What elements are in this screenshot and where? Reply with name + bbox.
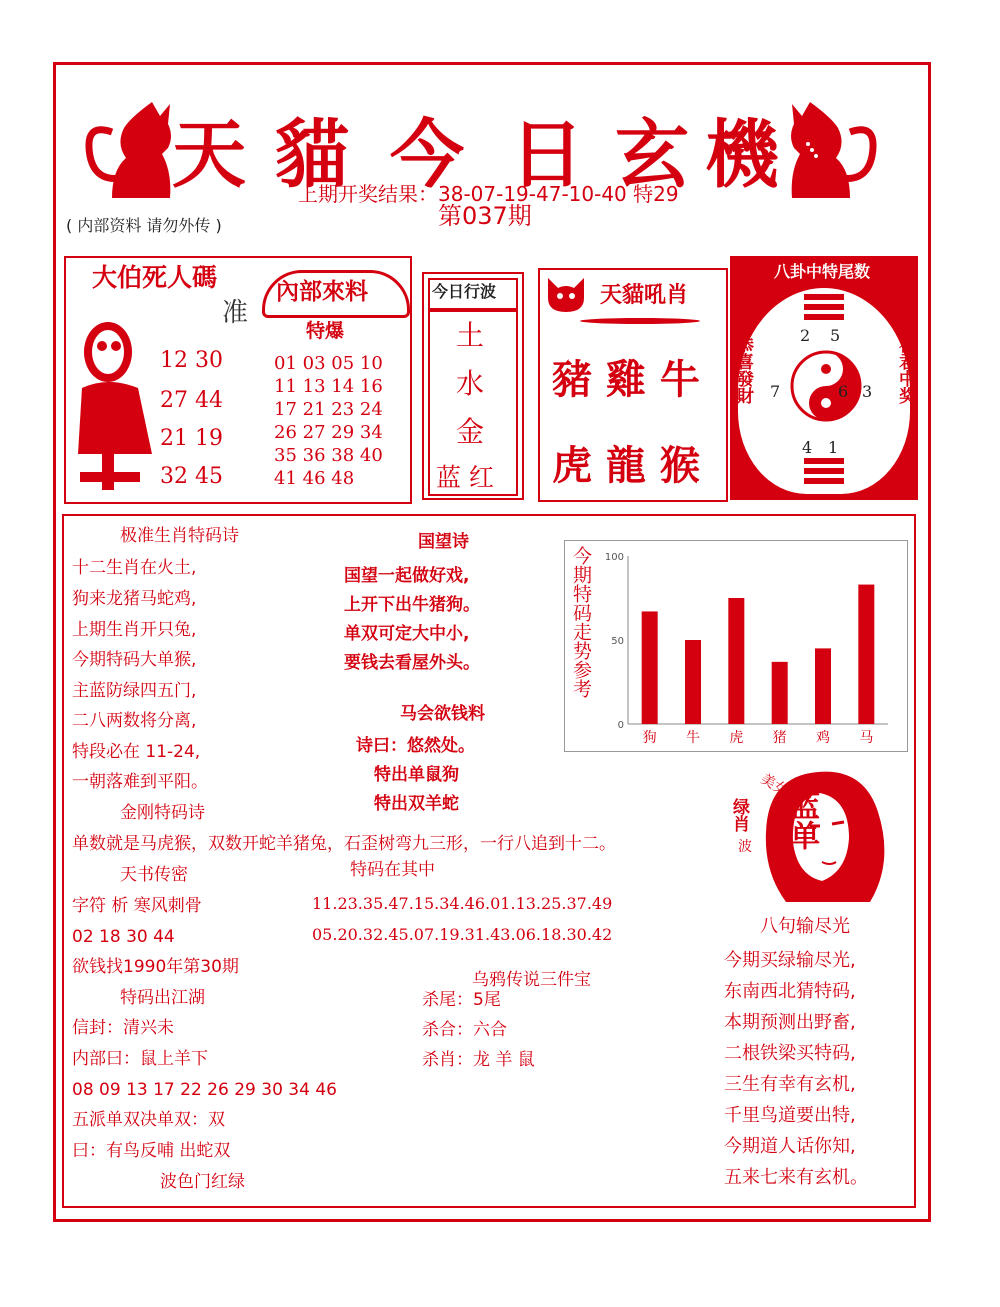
shengxiao-title: 天貓吼肖 — [600, 282, 689, 308]
logo-char-6: 機 — [705, 112, 781, 198]
chart-xtick-label-0: 狗 — [642, 730, 657, 746]
shengxiao-row-1: 豬 雞 牛 — [552, 356, 700, 403]
poem-left-line-2: 狗来龙猪马蛇鸡, — [72, 589, 197, 609]
chart-bar-4 — [815, 648, 831, 724]
dabo-num-2: 27 44 — [160, 388, 223, 413]
lady-label-bo: 波 — [738, 839, 752, 855]
poem-left-line-4: 今期特码大单猴, — [72, 650, 197, 670]
jianghu-nums: 08 09 13 17 22 26 29 30 34 46 — [72, 1080, 337, 1100]
chart-ytick-label-1: 50 — [611, 636, 624, 647]
bagua-num-3: 3 — [862, 382, 873, 401]
xingbo-title: 今日行波 — [432, 282, 497, 301]
jianghu-yue: 曰：有鸟反哺 出蛇双 — [72, 1141, 231, 1161]
xingbo-colors: 蓝 红 — [436, 463, 494, 492]
poem-right-title: 八句输尽光 — [760, 916, 850, 937]
qizhong-row-1: 11.23.35.47.15.34.46.01.13.25.37.49 — [312, 894, 613, 913]
lady-label-side: 绿肖 — [729, 798, 749, 832]
poem-right-line-6: 千里鸟道要出特, — [724, 1105, 856, 1126]
poem-right-line-8: 五来七来有玄机。 — [724, 1167, 868, 1188]
jianghu-title: 特码出江湖 — [120, 988, 205, 1008]
poem-left-line-6: 二八两数将分离, — [72, 711, 197, 731]
chart-xtick-label-2: 虎 — [729, 730, 744, 746]
dabo-tag: 准 — [222, 298, 249, 328]
guowang-line-2: 上开下出牛猪狗。 — [344, 595, 480, 615]
poem-left-line-8: 一朝落难到平阳。 — [72, 772, 208, 792]
bagua-num-2: 2 — [800, 326, 811, 345]
yin-yang-icon — [790, 350, 862, 422]
poem-right-line-2: 东南西北猜特码, — [724, 981, 856, 1002]
logo-char-2: 貓 — [275, 112, 351, 198]
chart-bar-5 — [858, 585, 874, 724]
cat-right-icon — [788, 92, 880, 210]
poem-left-line-7: 特段必在 11-24, — [72, 742, 201, 762]
chart-ytick-label-2: 100 — [604, 552, 624, 563]
chart-svg — [598, 544, 904, 750]
guowang-title: 国望诗 — [418, 532, 469, 552]
poem-right-line-4: 二根铁梁买特码, — [724, 1043, 856, 1064]
trigram-top-1 — [804, 294, 844, 300]
poem-right-line-1: 今期买绿输尽光, — [724, 950, 856, 971]
guowang-line-1: 国望一起做好戏, — [344, 566, 470, 586]
poem-left-line-1: 十二生肖在火土, — [72, 558, 197, 578]
neibu-banner: 內部來料 — [276, 278, 368, 305]
xingbo-element-1: 土 — [456, 319, 485, 352]
shengxiao-row-2: 虎 龍 猴 — [552, 442, 700, 489]
lady-label-top: 美女 — [757, 771, 791, 799]
neibu-row-1: 01 03 05 10 — [274, 353, 383, 374]
bagua-num-1: 1 — [828, 438, 839, 457]
internal-note: ( 内部资料 请勿外传 ) — [66, 216, 222, 235]
shengxiao-divider — [580, 318, 700, 324]
bagua-right-text: 祝君中奖 — [895, 336, 915, 404]
trigram-bottom-1 — [804, 458, 844, 464]
neibu-row-3: 17 21 23 24 — [274, 399, 383, 420]
logo-char-4: 日 — [510, 112, 586, 198]
chart-ytick-label-0: 0 — [617, 720, 624, 731]
xingbo-element-2: 水 — [456, 367, 485, 400]
trigram-top-2 — [804, 304, 844, 310]
jianghu-xinfeng: 信封：清兴未 — [72, 1018, 174, 1038]
poem-left-title: 极准生肖特码诗 — [120, 526, 239, 546]
wuya-title: 乌鸦传说三件宝 — [472, 970, 591, 990]
neibu-row-2: 11 13 14 16 — [274, 376, 383, 397]
jianghu-wupai: 五派单双决单双：双 — [72, 1110, 225, 1130]
trigram-bottom-3 — [804, 478, 844, 484]
cat-face-icon — [544, 274, 588, 314]
dabo-num-1: 12 30 — [160, 348, 223, 373]
jingang-title: 金刚特码诗 — [120, 803, 205, 823]
bagua-num-5: 5 — [830, 326, 841, 345]
mahui-line-2: 特出单鼠狗 — [374, 765, 459, 785]
xingbo-element-3: 金 — [456, 415, 485, 448]
qizhong-row-2: 05.20.32.45.07.19.31.43.06.18.30.42 — [312, 925, 613, 944]
mahui-title: 马会欲钱料 — [400, 704, 485, 724]
sha-wei: 杀尾：5尾 — [422, 990, 501, 1010]
chart-xtick-label-4: 鸡 — [816, 730, 830, 746]
poem-right-line-5: 三生有幸有玄机, — [724, 1074, 856, 1095]
trigram-top-3 — [804, 314, 844, 320]
mahui-line-3: 特出双羊蛇 — [374, 794, 459, 814]
dabo-num-4: 32 45 — [160, 464, 223, 489]
logo-char-3: 今 — [390, 112, 466, 198]
jianghu-bose: 波色门红绿 — [160, 1172, 245, 1192]
tianshu-title: 天书传密 — [120, 865, 188, 885]
last-result: 上期开奖结果：38-07-19-47-10-40 特29 — [298, 182, 679, 206]
trigram-bottom-2 — [804, 468, 844, 474]
chart-bar-0 — [642, 611, 658, 724]
guowang-line-4: 要钱去看屋外头。 — [344, 653, 480, 673]
cat-left-icon — [82, 92, 174, 210]
chart-bar-2 — [728, 598, 744, 724]
mahui-line-1: 诗曰：悠然处。 — [356, 736, 475, 756]
bagua-left-text: 恭喜發財 — [733, 336, 753, 404]
logo-char-5: 玄 — [615, 112, 691, 198]
jingang-line: 单数就是马虎猴，双数开蛇羊猪兔，石歪树弯九三形，一行八追到十二。 — [72, 834, 616, 854]
chart-bar-1 — [685, 640, 701, 724]
poem-left-line-3: 上期生肖开只兔, — [72, 620, 197, 640]
bagua-num-6: 6 — [838, 382, 849, 401]
old-man-icon — [72, 312, 156, 494]
qizhong-title: 特码在其中 — [350, 860, 435, 880]
chart-bar-3 — [772, 662, 788, 724]
jianghu-neibu: 内部曰：鼠上羊下 — [72, 1049, 208, 1069]
logo-char-1: 天 — [172, 112, 248, 198]
chart-xtick-label-3: 猪 — [772, 730, 787, 746]
bagua-num-4: 4 — [802, 438, 813, 457]
lady-main-label: 蓝单 — [784, 790, 819, 850]
sha-xiao: 杀肖：龙 羊 鼠 — [422, 1050, 535, 1070]
tianshu-line: 字符 析 寒风刺骨 — [72, 896, 202, 916]
poem-left-line-5: 主蓝防绿四五门, — [72, 681, 197, 701]
neibu-subtitle: 特爆 — [306, 320, 345, 342]
bagua-title: 八卦中特尾数 — [774, 262, 871, 281]
poem-right-line-3: 本期预测出野畜, — [724, 1012, 856, 1033]
sha-he: 杀合：六合 — [422, 1020, 507, 1040]
guowang-line-3: 单双可定大中小, — [344, 624, 470, 644]
tianshu-nums: 02 18 30 44 — [72, 927, 175, 947]
poem-right-line-7: 今期道人话你知, — [724, 1136, 856, 1157]
tianshu-hint: 欲钱找1990年第30期 — [72, 957, 239, 977]
chart-xtick-label-1: 牛 — [686, 730, 700, 746]
chart-xtick-label-5: 马 — [859, 730, 874, 746]
neibu-row-4: 26 27 29 34 — [274, 422, 383, 443]
dabo-num-3: 21 19 — [160, 426, 223, 451]
chart-title: 今期特码走势参考 — [569, 546, 592, 698]
bagua-num-7: 7 — [770, 382, 781, 401]
neibu-row-6: 41 46 48 — [274, 468, 355, 489]
neibu-row-5: 35 36 38 40 — [274, 445, 383, 466]
issue-number: 第037期 — [438, 202, 532, 230]
dabo-title: 大伯死人碼 — [92, 263, 218, 292]
